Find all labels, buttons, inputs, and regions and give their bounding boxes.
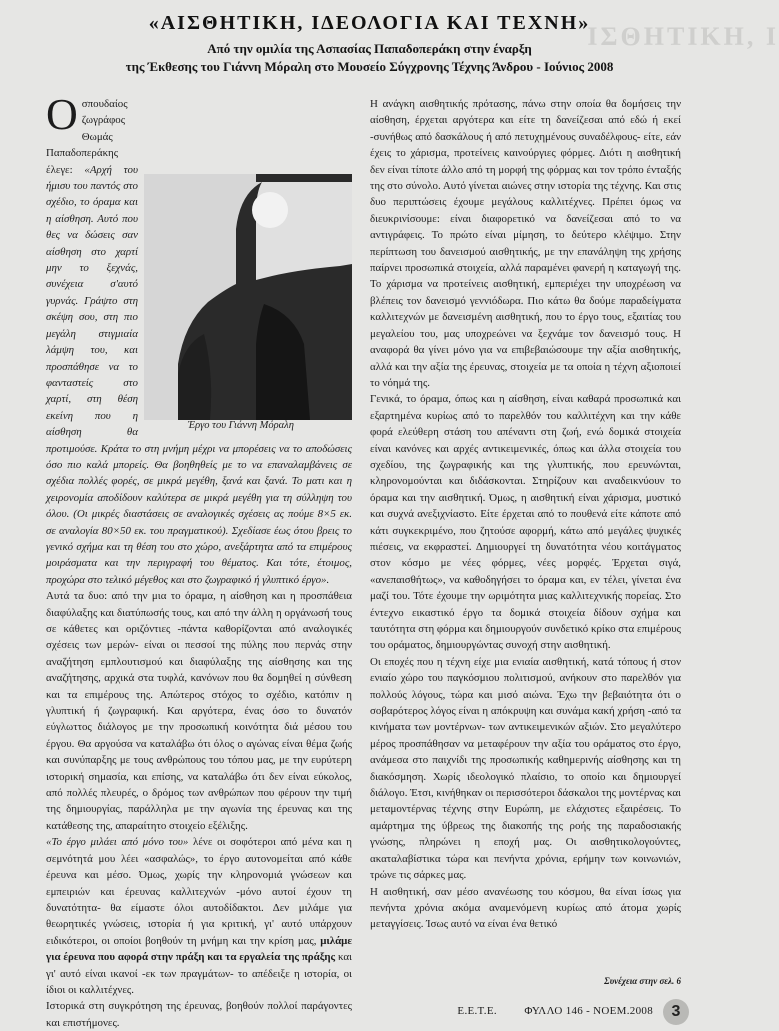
- artwork-figure: [144, 174, 352, 432]
- continuation-note: Συνέχεια στην σελ. 6: [604, 976, 681, 986]
- right-paragraph-4: Η αισθητική, σαν μέσο ανανέωσης του κόσμου, θα είναι ίσως για πενήντα χρόνια ακόμα αναμενόμενη κυρίως από άτομα χωρίς μεταγγίσεις. Ίσως αυτό να είναι ένα θετικό: [370, 885, 681, 931]
- quote-text: «Αρχή του ήμισυ του παντός στο σχέδιο, το όραμα και η αίσθηση. Αυτό που θες να δώσεις σαν αίσθηση στο χαρτί μην το ξεχνάς, συνέχεια σ'αυτό γυρνάς. Γράψτο στη σκέψη σου, στη πιο μεγάλη στιγμιαία λάμψη του, και προσπάθησε να το φανταστείς στο χαρτί, στη θέση εκείνη που η αίσθηση θα προτιμούσε. Κράτα το στη μνήμη μέχρι να μπορέσεις να το αποδώσεις όσο πιο καλά μπορείς. Θα βοηθηθείς με το να επαναλαμβάνεις σε σχέδια πολλές φορές, σε μικρά μεγέθη, ξανά και ξανά. Το ματι και η χειρονομία αποδίδουν καλύτερα σε μικρά μεγέθη για τη σύλληψη του όλου. (Οι μικρές διαστάσεις σε αναλογικές σχέσεις ας πούμε 8×5 εκ. σε αναλογία 80×50 εκ. του πραγματικού). Σχεδίασε έως ότου βρεις το γενικό σχήμα και τη θέση του στο χώρο, ανεξάρτητα από τα επιμέρους μοιράσματα και την περιγραφή του θέματος. Και τότε, έτοιμος, προχώρα στο τελικό μέγεθος και στο ζωγραφικό ή γλυπτικό έργο».: [46, 163, 352, 586]
- right-paragraph-3: Οι εποχές που η τέχνη είχε μια ενιαία αισθητική, κατά τόπους ή στον ενιαίο χώρο του παγκόσμιου πολιτισμού, ανήκουν στο παρελθόν για πολλούς λόγους, τώρα και μισό αιώνα. Έχω την βεβαιότητα ότι ο σοβαρότερος λόγος είναι η απόκρυψη και συνάμα κακή χρήση -από τα κινήματα των μοντέρνων- των αντικειμενικών αξιών. Στο μεγαλύτερο μέρος προσπάθησαν να μεταφέρουν την αξία του οράματος στο έργο, ανάμεσα στο παιχνίδι της προσωπικής καθημερινής αίσθησης και τη διακόσμηση. Χωρίς ιδεολογικό πλαίσιο, το οποίο και δημιουργεί διάλογο. Έτσι, κινήθηκαν οι περισσότεροι δάσκαλοι της μοντέρνας και μεταμοντέρνας τέχνης στην Ευρώπη, με ελάχιστες εξαιρέσεις. Το αμάρτημα της ύβρεως της διακοπής της ροής της παραδοσιακής γνώσης, πληρώνει η εποχή μας. Οι αισθητικολογούντες, ακαταλαβίστικα τώρα και πενήντα χρόνια, ερήμην των κοινωνιών, τρώνε τις σάρκες μας.: [370, 655, 681, 882]
- p3-quote: «Το έργο μιλάει από μόνο του»: [46, 836, 189, 849]
- left-paragraph-2: Αυτά τα δυο: από την μια το όραμα, η αίσθηση και η προσπάθεια διαφύλαξης και διατύπωσής τους, και από την άλλη η οργάνωσή τους σε κάθετες και οριζόντιες -πάντα καθορίζονται από αναλογικές σχέσεις των μερών- είναι οι πεσσοί της πύλης που περνάς στην αναζήτηση εμπλουτισμού και διαφύλαξης της αίσθησης και της αναζήτησης, αρχικά στα τυφλά, κανόνων που θα δομηθεί η σύνθεση και τα επιμέρους της. Απώτερος στόχος το σχέδιο, κατόπιν η γλυπτική ή ζωγραφική. Και αργότερα, ένας όσο το δυνατόν εύγλωττος διάλογος με την προσωπική κοινότητα διά μέσου του έργου. Θα αργούσα να καταλάβω ότι όλος ο αγώνας είναι θέμα ζωής και συνύπαρξης με τους ανθρώπους του τόπου μας, με την ευρύτερη ιστορική σημασία, και επίσης, να καταλάβω ότι δεν είναι εύκολος, από πολλές πλευρές, ο δρόμος των ανθρώπων που φέρουν την τιμή της δημιουργίας, παράλληλα με την αγωνία της έρευνας και της κατάθεσης της, απαραίτητο στοιχείο εξέλιξης.: [46, 590, 352, 832]
- issue-info: ΦΥΛΛΟ 146 - ΝΟΕΜ.2008: [524, 1005, 653, 1017]
- right-paragraph-1: Η ανάγκη αισθητικής πρότασης, πάνω στην οποία θα δομήσεις την αίσθηση, έρχεται αργότερα και είτε τη δανείζεσαι από εδώ ή εκεί -συνήθως από δασκάλους ή από πετυχημένους συναδέλφους- είτε, εάν έχεις το χάρισμα, προτείνεις καινούργιες φόρμες. Διότι η αισθητική δεν είναι τίποτε άλλο από τη μορφή της φόρμας και τον τρόπο ένταξής της στο σύνολο. Αυτό γίνεται αιώνες στην ιστορία της τέχνης. Και στις δυο περιπτώσεις έχουμε μεγάλους καλλιτέχνες. Πρέπει όμως να διευκρινίσουμε: είναι διαφορετικό να δανείζεσαι από το να αντιγράφεις. Το πρώτο είναι μίμηση, το δεύτερο κλέψιμο. Στην περίπτωση του δανεισμού αισθητικής, με την επανάληψη της χρήσης παίρνει προσωπικά στοιχεία, αλλά παραμένει φανερή η καταγωγή της. Το χάρισμα να προτείνεις αισθητική, εμπεριέχει την υποχρέωση να βλέπεις τον δανεισμό γεννιόδωρα. Πιο κάτω θα δούμε παραδείγματα καλλιτεχνών με δανεισμένη αισθητική, που το έργο τους, εξαιτίας του μεγαλείου του, μας υποχρεώνει να ξεχνάμε τον δανεισμό τους. Η αναφορά θα γίνει μόνο για να επιβεβαιώσουμε την αξία αισθητικής, αλλά και την αξία της έρευνας, στοιχεία με τα οποία η τέχνη αξιοποιεί το νόημά της.: [370, 98, 681, 389]
- left-column: [46, 90, 352, 1029]
- article-title: «ΑΙΣΘΗΤΙΚΗ, ΙΔΕΟΛΟΓΙΑ ΚΑΙ ΤΕΧΝΗ»: [148, 12, 591, 34]
- page-number: 3: [663, 999, 689, 1025]
- left-paragraph-3: [46, 834, 352, 998]
- artwork-circle: [252, 192, 288, 228]
- artwork-caption: Έργο του Γιάννη Μόραλη: [188, 419, 294, 431]
- dropcap: Ο: [46, 90, 78, 139]
- moralis-artwork: [144, 174, 352, 420]
- p3-bold-text: μιλάμε για έρευνα που αφορά στην πράξη και τα εργαλεία της πράξης: [46, 934, 352, 964]
- page-footer: [0, 998, 739, 1024]
- p3-text-b: και γι' αυτό είναι ικανοί -εκ των πραγμάτων- το απέδειξε η ιστορία, οι ίδιοι οι καλλιτέχνες.: [46, 951, 352, 996]
- ghost-title-bleed: ΙΣΘΗΤΙΚΗ, Ι: [587, 22, 779, 51]
- p3-text-a: λένε οι σοφότεροι από μένα και η σεμνότητά μου λέει «ασφαλώς», το έργο αυτονομείται από κάθε έρευνα και μέσο. Όμως, χωρίς την κληρονομιά γνώσεων και εμπειριών και έρευνας καλλιτεχνών -μόνο αυτοί έχουν τη δυνατότητα- θα είμαστε όλοι αυτοδίδακτοι. Δεν μιλάμε για θεωρητικές γνώσεις, ιστορία ή για κριτική, γι' αυτό υπάρχουν ειδικότεροι, οι οποίοι βοηθούν τη μνήμη και την κρίση μας,: [46, 836, 352, 947]
- right-paragraph-2: Γενικά, το όραμα, όπως και η αίσθηση, είναι καθαρά προσωπικά και εξαρτημένα κυρίως από το παρελθόν του καλλιτέχνη και την κάθε φορά ελεύθερη στάση του απέναντι στη ζωή, ενώ δομικά στοιχεία είναι κανόνες και αρχές αντικειμενικές, όπως και άλλα στοιχεία του σχεδίου, της ζωγραφικής και της γλυπτικής, που ερευνώνται, κληρονομούνται και διδάσκονται. Στηρίζουν και αναδεικνύουν το όραμα και την αισθητική. Όμως, η αισθητική είναι χάρισμα, μυστικό και συχνά ανεξιχνίαστο. Είτε έρχεται από το πουθενά είτε κάποτε από κάτι συγκεκριμένο, που ζητούσε αφορμή, κάτω από μεγάλες ψυχικές πιέσεις, να εκφραστεί. Δημιουργεί τη δυνατότητα νέου κοιτάγματος στον κόσμο με νέες φόρμες, νέες μορφές. Έρχεται σιγά, «ανεπαισθήτως», να καθοδηγήσει το όραμα και, εν τέλει, γίνεται ένα μαζί του. Τότε έχουμε την ωριμότητα μιας καλλιτεχνικής πορείας. Στο έντεχνο εικαστικό έργο τα δομικά στοιχεία δίδουν σχήμα και ταυτότητα στη φόρμα και δημιουργούν συνδετικό κρίκο στα επιμέρους του οράματος, δημιουργώντας συνοχή στην αισθητική.: [370, 393, 681, 652]
- article-subtitle: [40, 40, 699, 76]
- subtitle-line-1: Από την ομιλία της Ασπασίας Παπαδοπεράκη στην έναρξη: [207, 41, 532, 56]
- publication-name: Ε.Ε.Τ.Ε.: [457, 1005, 497, 1017]
- right-column: [370, 96, 681, 981]
- subtitle-line-2: της Έκθεσης του Γιάννη Μόραλη στο Μουσείο Σύγχρονης Τέχνης Άνδρου - Ιούνιος 2008: [125, 59, 614, 74]
- left-paragraph-4: Ιστορικά στη συγκρότηση της έρευνας, βοηθούν πολλοί παράγοντες και επιστήμονες.: [46, 1000, 352, 1029]
- intro-text: σπουδαίος ζωγράφος Θωμάς Παπαδοπεράκης έλεγε:: [46, 98, 128, 176]
- footer-text: [457, 1005, 653, 1017]
